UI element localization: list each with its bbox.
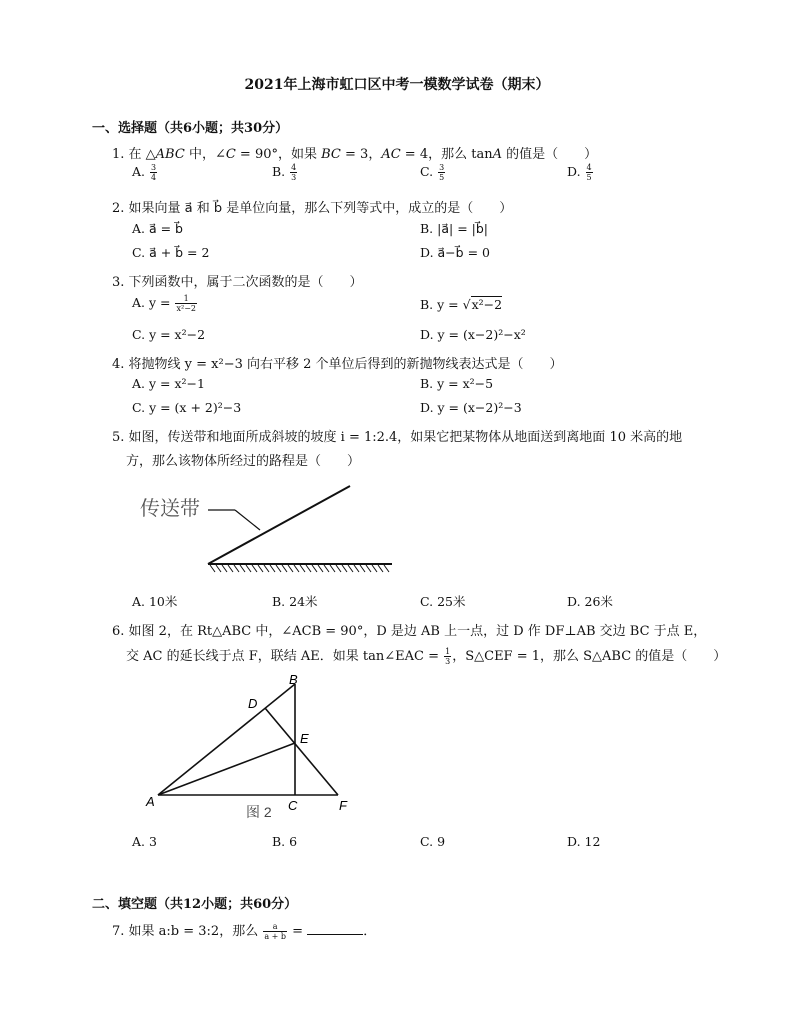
question-6-stem-line2: 交 AC 的延长线于点 F，联结 AE．如果 tan∠EAC = $\frac{1}{3}$ ，S△CEF = 1，那么 S△ABC 的值是（ ） bbox=[126, 647, 727, 666]
q5-option-c[interactable]: C. 25米 bbox=[420, 594, 466, 609]
question-5-stem-line2: 方，那么该物体所经过的路程是（ ） bbox=[126, 454, 361, 469]
q1-option-b[interactable]: B. $\frac{4}{3}$ bbox=[272, 163, 297, 182]
point-b-label: B bbox=[289, 672, 298, 687]
q2-option-d[interactable]: D. a⃗−b⃗ = 0 bbox=[420, 245, 490, 260]
figure-caption: 图 2 bbox=[246, 804, 272, 820]
q6-option-a[interactable]: A. 3 bbox=[132, 834, 157, 849]
triangle-figure-2 bbox=[140, 670, 370, 825]
q6-option-b[interactable]: B. 6 bbox=[272, 834, 298, 849]
q3-option-a[interactable]: A. y = $\frac{1}{\text{x²−2}}$ bbox=[132, 294, 196, 313]
q1-option-c[interactable]: C. $\frac{3}{5}$ bbox=[420, 163, 445, 182]
section-heading-fill: 二、填空题（共12小题；共60分） bbox=[92, 897, 298, 912]
segment-ab bbox=[158, 684, 295, 795]
point-f-label: F bbox=[339, 798, 347, 813]
point-d-label: D bbox=[248, 696, 258, 711]
question-6-stem-line1: 6. 如图 2，在 Rt△ABC 中，∠ACB = 90°，D 是边 AB 上一点，过 D 作 DF⊥AB 交边 BC 于点 E， bbox=[112, 624, 707, 639]
segment-ae bbox=[158, 743, 295, 795]
q1-option-d[interactable]: D. $\frac{4}{5}$ bbox=[567, 163, 592, 182]
label-leader-line bbox=[235, 510, 260, 530]
question-1-stem: 1. 在 △ABC 中，∠C = 90°，如果 BC = 3，AC = 4，那么 tanA 的值是（ ） bbox=[112, 147, 598, 162]
question-7-stem: 7. 如果 a:b = 3:2，那么 $\frac{a}{a + b}$ = ． bbox=[112, 922, 377, 941]
q3-option-c[interactable]: C. y = x²−2 bbox=[132, 327, 206, 342]
q3-option-d[interactable]: D. y = (x−2)²−x² bbox=[420, 327, 526, 342]
answer-blank[interactable] bbox=[307, 922, 363, 935]
q4-option-a[interactable]: A. y = x²−1 bbox=[132, 376, 205, 391]
question-4-stem: 4. 将抛物线 y = x²−3 向右平移 2 个单位后得到的新抛物线表达式是（ ） bbox=[112, 357, 563, 372]
ground-hatching bbox=[210, 565, 389, 572]
q5-option-d[interactable]: D. 26米 bbox=[567, 594, 613, 609]
q6-option-d[interactable]: D. 12 bbox=[567, 834, 601, 849]
q4-option-b[interactable]: B. y = x²−5 bbox=[420, 376, 494, 391]
point-e-label: E bbox=[300, 731, 309, 746]
page-title: 2021年上海市虹口区中考一模数学试卷（期末） bbox=[244, 77, 550, 93]
segment-df bbox=[265, 708, 338, 795]
q3-option-b[interactable]: B. y = √x²−2 bbox=[420, 297, 503, 312]
q5-option-a[interactable]: A. 10米 bbox=[132, 594, 178, 609]
q2-option-c[interactable]: C. a⃗ + b⃗ = 2 bbox=[132, 245, 210, 260]
conveyor-figure bbox=[120, 478, 410, 578]
point-a-label: A bbox=[146, 794, 155, 809]
point-c-label: C bbox=[288, 798, 298, 813]
question-5-stem-line1: 5. 如图，传送带和地面所成斜坡的坡度 i = 1:2.4，如果它把某物体从地面送到离地面 10 米高的地 bbox=[112, 430, 683, 445]
conveyor-label: 传送带 bbox=[140, 498, 200, 520]
question-3-stem: 3. 下列函数中，属于二次函数的是（ ） bbox=[112, 275, 363, 290]
q4-option-d[interactable]: D. y = (x−2)²−3 bbox=[420, 400, 522, 415]
q4-option-c[interactable]: C. y = (x + 2)²−3 bbox=[132, 400, 242, 415]
section-heading-choice: 一、选择题（共6小题；共30分） bbox=[92, 121, 289, 136]
q2-option-a[interactable]: A. a⃗ = b⃗ bbox=[132, 221, 183, 236]
q2-option-b[interactable]: B. |a⃗| = |b⃗| bbox=[420, 221, 488, 236]
q5-option-b[interactable]: B. 24米 bbox=[272, 594, 318, 609]
question-2-stem: 2. 如果向量 a⃗ 和 b⃗ 是单位向量，那么下列等式中，成立的是（ ） bbox=[112, 201, 513, 216]
conveyor-belt-line bbox=[208, 486, 350, 564]
q6-option-c[interactable]: C. 9 bbox=[420, 834, 446, 849]
q1-option-a[interactable]: A. $\frac{3}{4}$ bbox=[132, 163, 157, 182]
